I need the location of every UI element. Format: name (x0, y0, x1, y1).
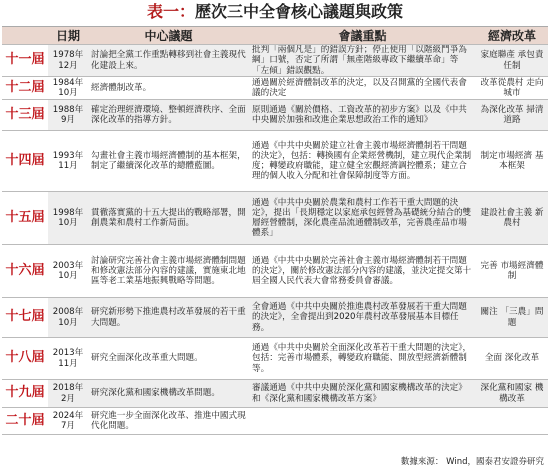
reform-cell: 深化黨和國家 機構改革 (476, 380, 548, 408)
session-cell: 十三屆 (2, 100, 48, 131)
policy-cell: 審議通過《中共中央關於深化黨和國家機構改革的決定》和《深化黨和國家機構改革方案》 (249, 380, 476, 408)
table-number: 表一： (146, 2, 195, 21)
theme-cell: 研究深化黨和國家機構改革問題。 (88, 380, 249, 408)
theme-cell: 貫徹落實黨的十五大提出的戰略部署，開創農業和農村工作新局面。 (88, 192, 249, 245)
session-cell: 十六屆 (2, 245, 48, 298)
date-cell: 1978年 12月 (48, 45, 88, 77)
theme-cell: 研究進一步全面深化改革、推進中國式現代化問題。 (88, 408, 249, 435)
policy-cell: 通過《中共中央關於全面深化改革若干重大問題的決定》，包括：完善市場體系，轉變政府職能、開放型經濟新體制等。 (249, 338, 476, 380)
reform-cell: 改革從農村 走向城市 (476, 77, 548, 100)
reform-cell: 為深化改革 掃清道路 (476, 100, 548, 131)
theme-cell: 討論研究完善社會主義市場經濟體制問題和修改憲法部分內容的建議，實施東北地區等老工業基地振興戰略等問題。 (88, 245, 249, 298)
session-cell: 十二屆 (2, 77, 48, 100)
table-row (2, 192, 548, 245)
theme-cell: 經濟體制改革。 (88, 77, 249, 100)
source-note: 數據來源： Wind，國泰君安證券研究 (400, 457, 544, 467)
session-cell: 十七屆 (2, 298, 48, 338)
date-cell: 2003年 10月 (48, 245, 88, 298)
header-row (2, 27, 548, 45)
policy-table (2, 26, 548, 435)
table-row (2, 408, 548, 435)
header-date: 日期 (48, 27, 88, 45)
reform-cell (476, 408, 548, 435)
policy-cell: 通過《中共中央關於農業和農村工作若干重大問題的決定》，提出「長期穩定以家庭承包經營為基礎統分結合的雙層經營體制，深化農產品流通體制改革，完善農產品市場體系」 (249, 192, 476, 245)
policy-cell: 原則通過《關於價格、工資改革的初步方案》以及《中共中央關於加強和改進企業思想政治工作的通知》 (249, 100, 476, 131)
reform-cell: 全面 深化改革 (476, 338, 548, 380)
reform-cell: 家庭聯產 承包責任制 (476, 45, 548, 77)
table-row (2, 100, 548, 131)
header-session (2, 27, 48, 45)
table-row (2, 338, 548, 380)
table-title-text: 歷次三中全會核心議題與政策 (195, 2, 404, 21)
header-policy: 會議重點 (249, 27, 476, 45)
session-cell: 十八屆 (2, 338, 48, 380)
theme-cell: 勾畫社會主義市場經濟體制的基本框架，制定了繼續深化改革的總體藍圖。 (88, 131, 249, 192)
table-row (2, 298, 548, 338)
policy-cell: 通過《中共中央關於完善社會主義市場經濟體制若干問題的決定》，關於修改憲法部分內容的建議，並決定提交第十屆全國人民代表大會常務委員會審議。 (249, 245, 476, 298)
theme-cell: 討論把全黨工作重點轉移到社會主義現代化建設上來。 (88, 45, 249, 77)
date-cell: 2024年 7月 (48, 408, 88, 435)
reform-cell: 制定市場經濟 基本框架 (476, 131, 548, 192)
session-cell: 十五屆 (2, 192, 48, 245)
session-cell: 十一屆 (2, 45, 48, 77)
table-row (2, 77, 548, 100)
table-title (0, 0, 550, 24)
header-theme: 中心議題 (88, 27, 249, 45)
policy-cell: 通過關於經濟體制改革的決定，以及召開黨的全國代表會議的決定 (249, 77, 476, 100)
date-cell: 2008年 10月 (48, 298, 88, 338)
date-cell: 2013年 11月 (48, 338, 88, 380)
policy-cell: 通過《中共中央關於建立社會主義市場經濟體制若干問題的決定》，包括：轉換國有企業經營機制，建立現代企業制度；轉變政府職能，建立健全宏觀經濟調控體系；建立合理的個人收入分配和社會保障制度等方面。 (249, 131, 476, 192)
theme-cell: 確定治理經濟環境、整頓經濟秩序、全面深化改革的指導方針。 (88, 100, 249, 131)
session-cell: 二十屆 (2, 408, 48, 435)
reform-cell: 建設社會主義 新農村 (476, 192, 548, 245)
policy-cell (249, 408, 476, 435)
policy-cell: 全會通過《中共中央關於推進農村改革發展若干重大問題的決定》，全會提出到2020年農村改革發展基本目標任務。 (249, 298, 476, 338)
theme-cell: 研究全面深化改革重大問題。 (88, 338, 249, 380)
reform-cell: 完善 市場經濟體制 (476, 245, 548, 298)
session-cell: 十四屆 (2, 131, 48, 192)
session-cell: 十九屆 (2, 380, 48, 408)
table-row (2, 131, 548, 192)
date-cell: 1993年 11月 (48, 131, 88, 192)
date-cell: 2018年 2月 (48, 380, 88, 408)
table-row (2, 45, 548, 77)
table-row (2, 380, 548, 408)
date-cell: 1984年 10月 (48, 77, 88, 100)
reform-cell: 關注 「三農」問題 (476, 298, 548, 338)
header-reform: 經濟改革 (476, 27, 548, 45)
table-row (2, 245, 548, 298)
date-cell: 1998年 10月 (48, 192, 88, 245)
date-cell: 1988年 9月 (48, 100, 88, 131)
policy-cell: 批判「兩個凡是」的錯誤方針；停止使用「以階級鬥爭為綱」口號，否定了所謂「無產階級專政下繼續革命」等「左傾」錯誤觀點。 (249, 45, 476, 77)
theme-cell: 研究新形勢下推進農村改革發展的若干重大問題。 (88, 298, 249, 338)
